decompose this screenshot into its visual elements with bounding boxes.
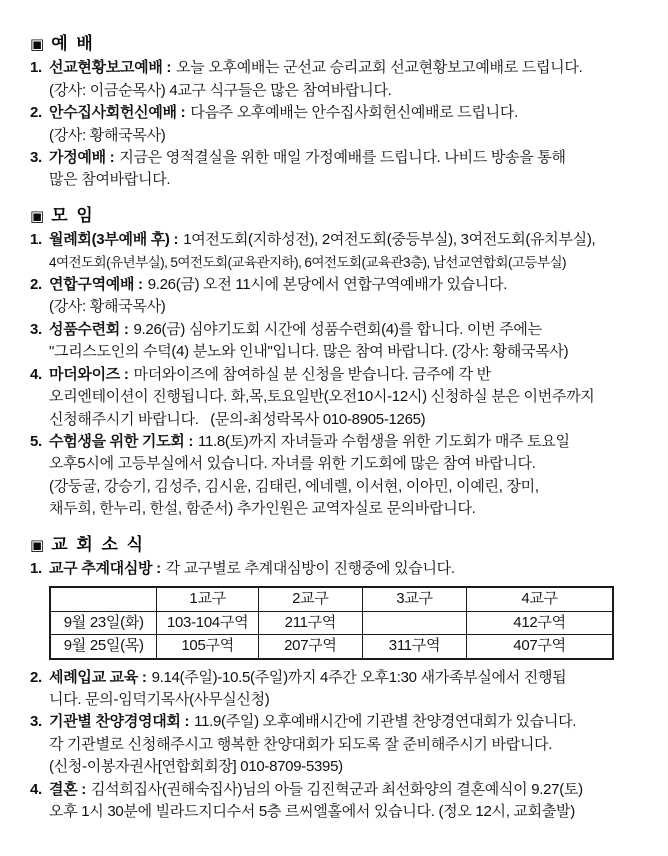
visitation-schedule-table xyxy=(49,586,614,659)
list-item xyxy=(30,558,662,660)
list-item xyxy=(30,319,662,364)
item-number: 3. xyxy=(30,320,42,338)
item-text: 신청해주시기 바랍니다. (문의-최성락목사 010-8905-1265) xyxy=(49,410,426,428)
item-number: 1. xyxy=(30,559,42,577)
item-text: (강사: 이금순목사) 4교구 식구들은 많은 참여바랍니다. xyxy=(49,81,392,99)
table-header-cell: 4교구 xyxy=(467,587,613,611)
section-bullet-icon: ▣ xyxy=(30,207,45,225)
item-text: 4여전도회(유년부실), 5여전도회(교육관지하), 6여전도회(교육관3층), 남선교연합회(고등부실) xyxy=(49,254,566,270)
item-title: 선교현황보고예배 : xyxy=(49,59,172,77)
table-cell: 311구역 xyxy=(362,635,466,659)
item-title: 월례회(3부예배 후) : xyxy=(49,231,179,249)
item-text: (강사: 황해국목사) xyxy=(49,126,166,144)
list-item xyxy=(30,274,662,319)
item-number: 1. xyxy=(30,59,42,77)
item-text: 다음주 오후예배는 안수집사회헌신예배로 드립니다. xyxy=(190,104,518,122)
list-item xyxy=(30,147,662,192)
item-number: 2. xyxy=(30,104,42,122)
table-cell: 407구역 xyxy=(467,635,613,659)
item-title: 교구 추계대심방 : xyxy=(49,559,161,577)
section-title: 교 회 소 식 xyxy=(51,534,146,554)
table-cell: 412구역 xyxy=(467,611,613,634)
table-header-cell: 3교구 xyxy=(362,587,466,611)
item-number: 4. xyxy=(30,780,42,798)
section-bullet-icon: ▣ xyxy=(30,36,45,53)
item-title: 성품수련회 : xyxy=(49,320,129,338)
item-text: 각 교구별로 추계대심방이 진행중에 있습니다. xyxy=(165,559,455,577)
section-title: 예 배 xyxy=(51,34,95,53)
section-heading-worship xyxy=(30,33,662,56)
item-number: 5. xyxy=(30,432,42,450)
list-item xyxy=(30,779,662,824)
list-item xyxy=(30,711,662,778)
table-header-cell xyxy=(50,587,157,611)
item-title: 가정예배 : xyxy=(49,149,115,167)
list-item xyxy=(30,431,662,521)
item-text: "그리스도인의 수덕(4) 분노와 인내"입니다. 많은 참여 바랍니다. (강사: 황해국목사) xyxy=(49,343,569,361)
table-cell: 103-104구역 xyxy=(157,611,258,634)
item-number: 2. xyxy=(30,276,42,294)
table-header-cell: 2교구 xyxy=(258,587,362,611)
section-heading-meetings xyxy=(30,205,662,228)
table-cell: 207구역 xyxy=(258,635,362,659)
item-title: 수험생을 위한 기도회 : xyxy=(49,432,194,450)
table-row xyxy=(50,611,613,634)
item-text: 오후 1시 30분에 빌라드지디수서 5층 르씨엘홀에서 있습니다. (정오 12시, 교회출발) xyxy=(49,803,575,820)
item-text: 채두희, 한누리, 한설, 함준서) 추가인원은 교역자실로 문의바랍니다. xyxy=(49,500,476,518)
item-title: 연합구역예배 : xyxy=(49,276,143,294)
item-title: 기관별 찬양경영대회 : xyxy=(49,713,190,731)
item-text: 9.26(금) 심야기도회 시간에 성품수련회(4)를 합니다. 이번 주에는 xyxy=(133,320,542,338)
item-text: (신청-이봉자권사[연합회회장] 010-8709-5395) xyxy=(49,758,343,776)
item-number: 2. xyxy=(30,668,42,686)
item-text: 많은 참여바랍니다. xyxy=(49,171,171,189)
item-text: (강사: 황해국목사) xyxy=(49,298,166,316)
item-number: 4. xyxy=(30,365,42,383)
table-row xyxy=(50,635,613,659)
item-title: 안수집사회헌신예배 : xyxy=(49,104,186,122)
item-title: 결혼 : xyxy=(49,780,86,798)
item-text: 9.26(금) 오전 11시에 본당에서 연합구역예배가 있습니다. xyxy=(147,276,508,294)
table-cell: 211구역 xyxy=(258,611,362,634)
list-item xyxy=(30,667,662,712)
item-text: 9.14(주일)-10.5(주일)까지 4주간 오후1:30 새가족부실에서 진행됩 xyxy=(151,668,567,686)
item-number: 3. xyxy=(30,149,42,167)
table-header-cell: 1교구 xyxy=(157,587,258,611)
item-text: 오리엔테이션이 진행됩니다. 화,목,토요일반(오전10시-12시) 신청하실 분은 이번주까지 xyxy=(49,388,595,406)
table-cell-date: 9월 25일(목) xyxy=(50,635,157,659)
table-cell: 105구역 xyxy=(157,635,258,659)
item-text: 1여전도회(지하성전), 2여전도회(중등부실), 3여전도회(유치부실), xyxy=(183,231,596,249)
list-item xyxy=(30,57,662,102)
item-title: 세례입교 교육 : xyxy=(49,668,147,686)
section-title: 모 임 xyxy=(51,205,95,225)
item-number: 3. xyxy=(30,713,42,731)
item-number: 1. xyxy=(30,231,42,249)
item-text: 김석희집사(권해숙집사)님의 아들 김진혁군과 최선화양의 결혼예식이 9.27(토) xyxy=(90,780,583,798)
item-text: 각 기관별로 신청해주시고 행복한 찬양대회가 되도록 잘 준비해주시기 바랍니다. xyxy=(49,735,553,753)
item-text: (강둥굴, 강승기, 김성주, 김시윤, 김태린, 에네렐, 이서현, 이아민, 이예린, 장미, xyxy=(49,477,539,495)
item-title: 마더와이즈 : xyxy=(49,365,129,383)
list-item xyxy=(30,102,662,147)
item-text: 니다. 문의-임덕기목사(사무실신청) xyxy=(49,690,270,708)
table-cell xyxy=(362,611,466,634)
item-text: 11.9(주일) 오후예배시간에 기관별 찬양경연대회가 있습니다. xyxy=(194,713,577,731)
item-text: 오늘 오후예배는 군선교 승리교회 선교현황보고예배로 드립니다. xyxy=(176,59,583,77)
item-text: 11.8(토)까지 자녀들과 수험생을 위한 기도회가 매주 토요일 xyxy=(198,432,570,450)
list-item xyxy=(30,364,662,431)
section-heading-church-news xyxy=(30,534,662,557)
item-text: 마더와이즈에 참여하실 분 신청을 받습니다. 금주에 각 반 xyxy=(133,365,491,383)
table-cell-date: 9월 23일(화) xyxy=(50,611,157,634)
list-item xyxy=(30,229,662,274)
table-header-row xyxy=(50,587,613,611)
item-text: 지금은 영적결실을 위한 매일 가정예배를 드립니다. 나비드 방송을 통해 xyxy=(119,149,566,167)
item-text: 오후5시에 고등부실에서 있습니다. 자녀를 위한 기도회에 많은 참여 바랍니다. xyxy=(49,455,536,473)
section-bullet-icon: ▣ xyxy=(30,536,45,554)
